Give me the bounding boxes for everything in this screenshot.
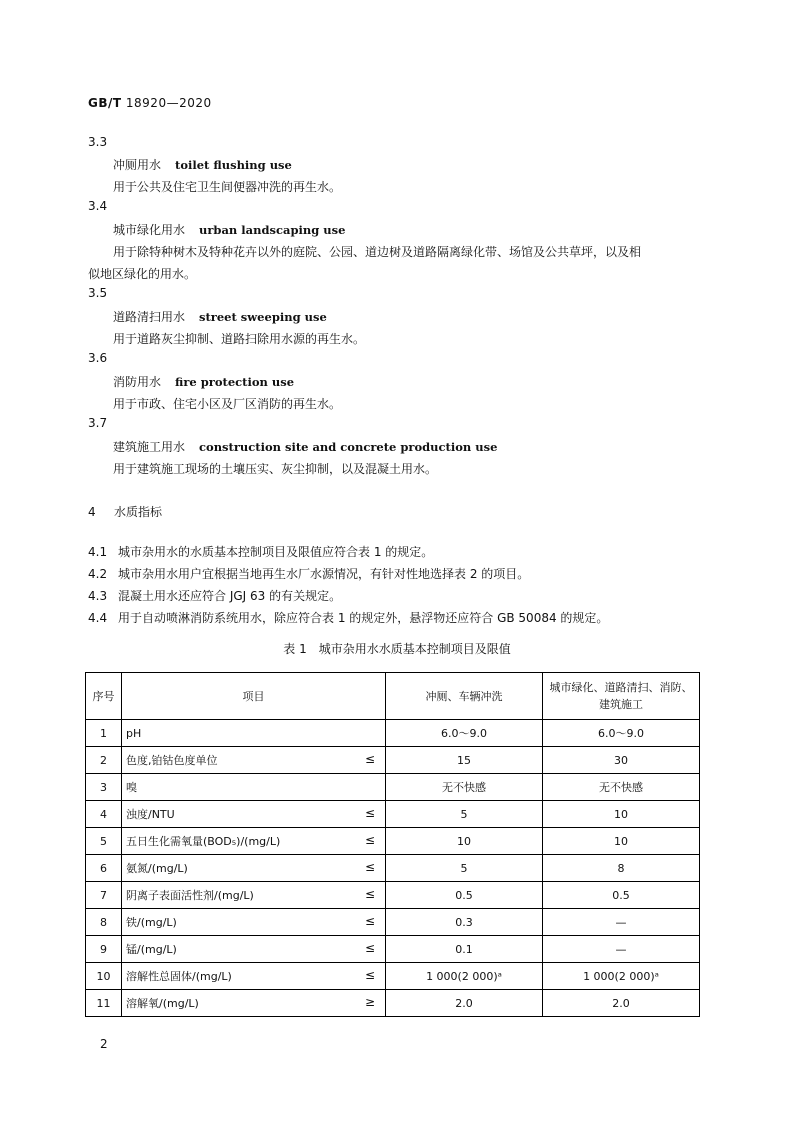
entry-term <box>113 221 345 238</box>
term-en: toilet flushing use <box>175 158 292 172</box>
entry-definition: 用于道路灰尘抑制、道路扫除用水源的再生水。 <box>113 332 366 346</box>
header-col1: 冲厕、车辆冲洗 <box>386 673 543 720</box>
row-value-col2: 无不快感 <box>543 774 700 801</box>
row-value-col2: 2.0 <box>543 990 700 1017</box>
row-value-col1: 10 <box>386 828 543 855</box>
clause-number: 4.2 <box>88 567 108 581</box>
table-row <box>86 909 700 936</box>
water-quality-table <box>85 672 700 1017</box>
term-cn: 建筑施工用水 <box>113 440 186 454</box>
entry-number: 3.3 <box>88 135 108 149</box>
term-en: fire protection use <box>175 375 295 389</box>
row-value-col1: 5 <box>386 855 543 882</box>
row-item <box>122 882 386 909</box>
item-operator: ≤ <box>364 860 375 874</box>
table-row <box>86 963 700 990</box>
term-cn: 城市绿化用水 <box>113 223 186 237</box>
section-heading <box>88 503 162 520</box>
entry-definition: 用于建筑施工现场的土壤压实、灰尘抑制，以及混凝土用水。 <box>113 462 438 476</box>
row-no: 2 <box>86 747 122 774</box>
item-name: 五日生化需氧量(BOD₅)/(mg/L) <box>126 835 281 848</box>
row-item <box>122 801 386 828</box>
clause <box>88 565 529 582</box>
item-name: 溶解性总固体/(mg/L) <box>126 970 232 983</box>
clause-number: 4.1 <box>88 545 108 559</box>
table-row <box>86 720 700 747</box>
row-no: 10 <box>86 963 122 990</box>
item-operator: ≤ <box>364 752 375 766</box>
entry-term <box>113 308 327 325</box>
row-item <box>122 936 386 963</box>
row-value-col2: 10 <box>543 828 700 855</box>
row-item <box>122 963 386 990</box>
row-no: 8 <box>86 909 122 936</box>
clause-text: 城市杂用水用户宜根据当地再生水厂水源情况，有针对性地选择表 2 的项目。 <box>118 567 530 581</box>
item-operator: ≤ <box>364 941 375 955</box>
item-operator: ≤ <box>364 914 375 928</box>
row-value-col1: 5 <box>386 801 543 828</box>
page-number: 2 <box>100 1037 108 1051</box>
entry-term <box>113 156 292 173</box>
standard-number: 18920—2020 <box>125 96 212 110</box>
clause <box>88 587 341 604</box>
clause-number: 4.4 <box>88 611 108 625</box>
entry-term <box>113 438 497 455</box>
row-value-col1: 1 000(2 000)ᵃ <box>386 963 543 990</box>
term-cn: 消防用水 <box>113 375 162 389</box>
item-name: pH <box>126 726 142 740</box>
row-value-col1: 0.1 <box>386 936 543 963</box>
row-no: 7 <box>86 882 122 909</box>
item-name: 溶解氧/(mg/L) <box>126 997 199 1010</box>
table-row <box>86 774 700 801</box>
entry-definition: 用于除特种树木及特种花卉以外的庭院、公园、道边树及道路隔离绿化带、场馆及公共草坪，以及相 <box>113 245 642 259</box>
clause-text: 用于自动喷淋消防系统用水，除应符合表 1 的规定外，悬浮物还应符合 GB 50084 的规定。 <box>118 611 609 625</box>
section-title-text: 水质指标 <box>114 505 163 519</box>
row-no: 4 <box>86 801 122 828</box>
row-value-col1: 0.3 <box>386 909 543 936</box>
row-item <box>122 720 386 747</box>
row-item <box>122 855 386 882</box>
table-row <box>86 990 700 1017</box>
row-no: 11 <box>86 990 122 1017</box>
term-en: street sweeping use <box>199 310 327 324</box>
row-value-col2: 10 <box>543 801 700 828</box>
row-value-col2: — <box>543 909 700 936</box>
term-cn: 冲厕用水 <box>113 158 162 172</box>
item-name: 浊度/NTU <box>126 808 175 821</box>
table-row <box>86 801 700 828</box>
row-value-col2: 6.0～9.0 <box>543 720 700 747</box>
table-title: 表 1 城市杂用水水质基本控制项目及限值 <box>283 642 511 656</box>
header-col2 <box>543 673 700 720</box>
row-value-col1: 2.0 <box>386 990 543 1017</box>
row-no: 5 <box>86 828 122 855</box>
term-en: urban landscaping use <box>199 223 346 237</box>
entry-definition: 用于公共及住宅卫生间便器冲洗的再生水。 <box>113 180 342 194</box>
table-row <box>86 828 700 855</box>
header-col2-line1: 城市绿化、道路清扫、消防、 <box>549 681 693 694</box>
entry-definition: 用于市政、住宅小区及厂区消防的再生水。 <box>113 397 342 411</box>
table-row <box>86 882 700 909</box>
row-value-col2: — <box>543 936 700 963</box>
row-no: 9 <box>86 936 122 963</box>
item-operator: ≤ <box>364 806 375 820</box>
clause-number: 4.3 <box>88 589 108 603</box>
item-name: 氨氮/(mg/L) <box>126 862 188 875</box>
entry-number: 3.7 <box>88 416 108 430</box>
row-item <box>122 990 386 1017</box>
row-no: 1 <box>86 720 122 747</box>
table-row <box>86 936 700 963</box>
item-name: 嗅 <box>126 781 137 794</box>
row-item <box>122 909 386 936</box>
table-row <box>86 747 700 774</box>
item-name: 铁/(mg/L) <box>126 916 177 929</box>
entry-number: 3.4 <box>88 199 108 213</box>
row-value-col1: 无不快感 <box>386 774 543 801</box>
row-item <box>122 828 386 855</box>
table-header-row <box>86 673 700 720</box>
entry-term <box>113 373 294 390</box>
row-no: 3 <box>86 774 122 801</box>
standard-header <box>88 96 212 110</box>
clause-text: 城市杂用水的水质基本控制项目及限值应符合表 1 的规定。 <box>118 545 434 559</box>
item-name: 锰/(mg/L) <box>126 943 177 956</box>
header-col2-line2: 建筑施工 <box>599 698 643 711</box>
standard-code: GB/T <box>88 96 122 110</box>
entry-number: 3.6 <box>88 351 108 365</box>
term-en: construction site and concrete production use <box>199 440 498 454</box>
row-value-col2: 1 000(2 000)ᵃ <box>543 963 700 990</box>
row-value-col1: 15 <box>386 747 543 774</box>
section-number: 4 <box>88 505 96 519</box>
header-item: 项目 <box>122 673 386 720</box>
term-cn: 道路清扫用水 <box>113 310 186 324</box>
entry-number: 3.5 <box>88 286 108 300</box>
item-name: 阴离子表面活性剂/(mg/L) <box>126 889 254 902</box>
row-item <box>122 747 386 774</box>
row-item <box>122 774 386 801</box>
item-operator: ≥ <box>364 995 375 1009</box>
row-value-col1: 0.5 <box>386 882 543 909</box>
row-value-col2: 30 <box>543 747 700 774</box>
item-operator: ≤ <box>364 887 375 901</box>
header-no: 序号 <box>86 673 122 720</box>
row-value-col2: 8 <box>543 855 700 882</box>
clause <box>88 543 433 560</box>
row-value-col1: 6.0～9.0 <box>386 720 543 747</box>
row-no: 6 <box>86 855 122 882</box>
entry-definition-continued: 似地区绿化的用水。 <box>88 267 197 281</box>
row-value-col2: 0.5 <box>543 882 700 909</box>
clause <box>88 609 608 626</box>
table-row <box>86 855 700 882</box>
item-operator: ≤ <box>364 968 375 982</box>
item-name: 色度,铂钴色度单位 <box>126 754 218 767</box>
clause-text: 混凝土用水还应符合 JGJ 63 的有关规定。 <box>118 589 342 603</box>
item-operator: ≤ <box>364 833 375 847</box>
